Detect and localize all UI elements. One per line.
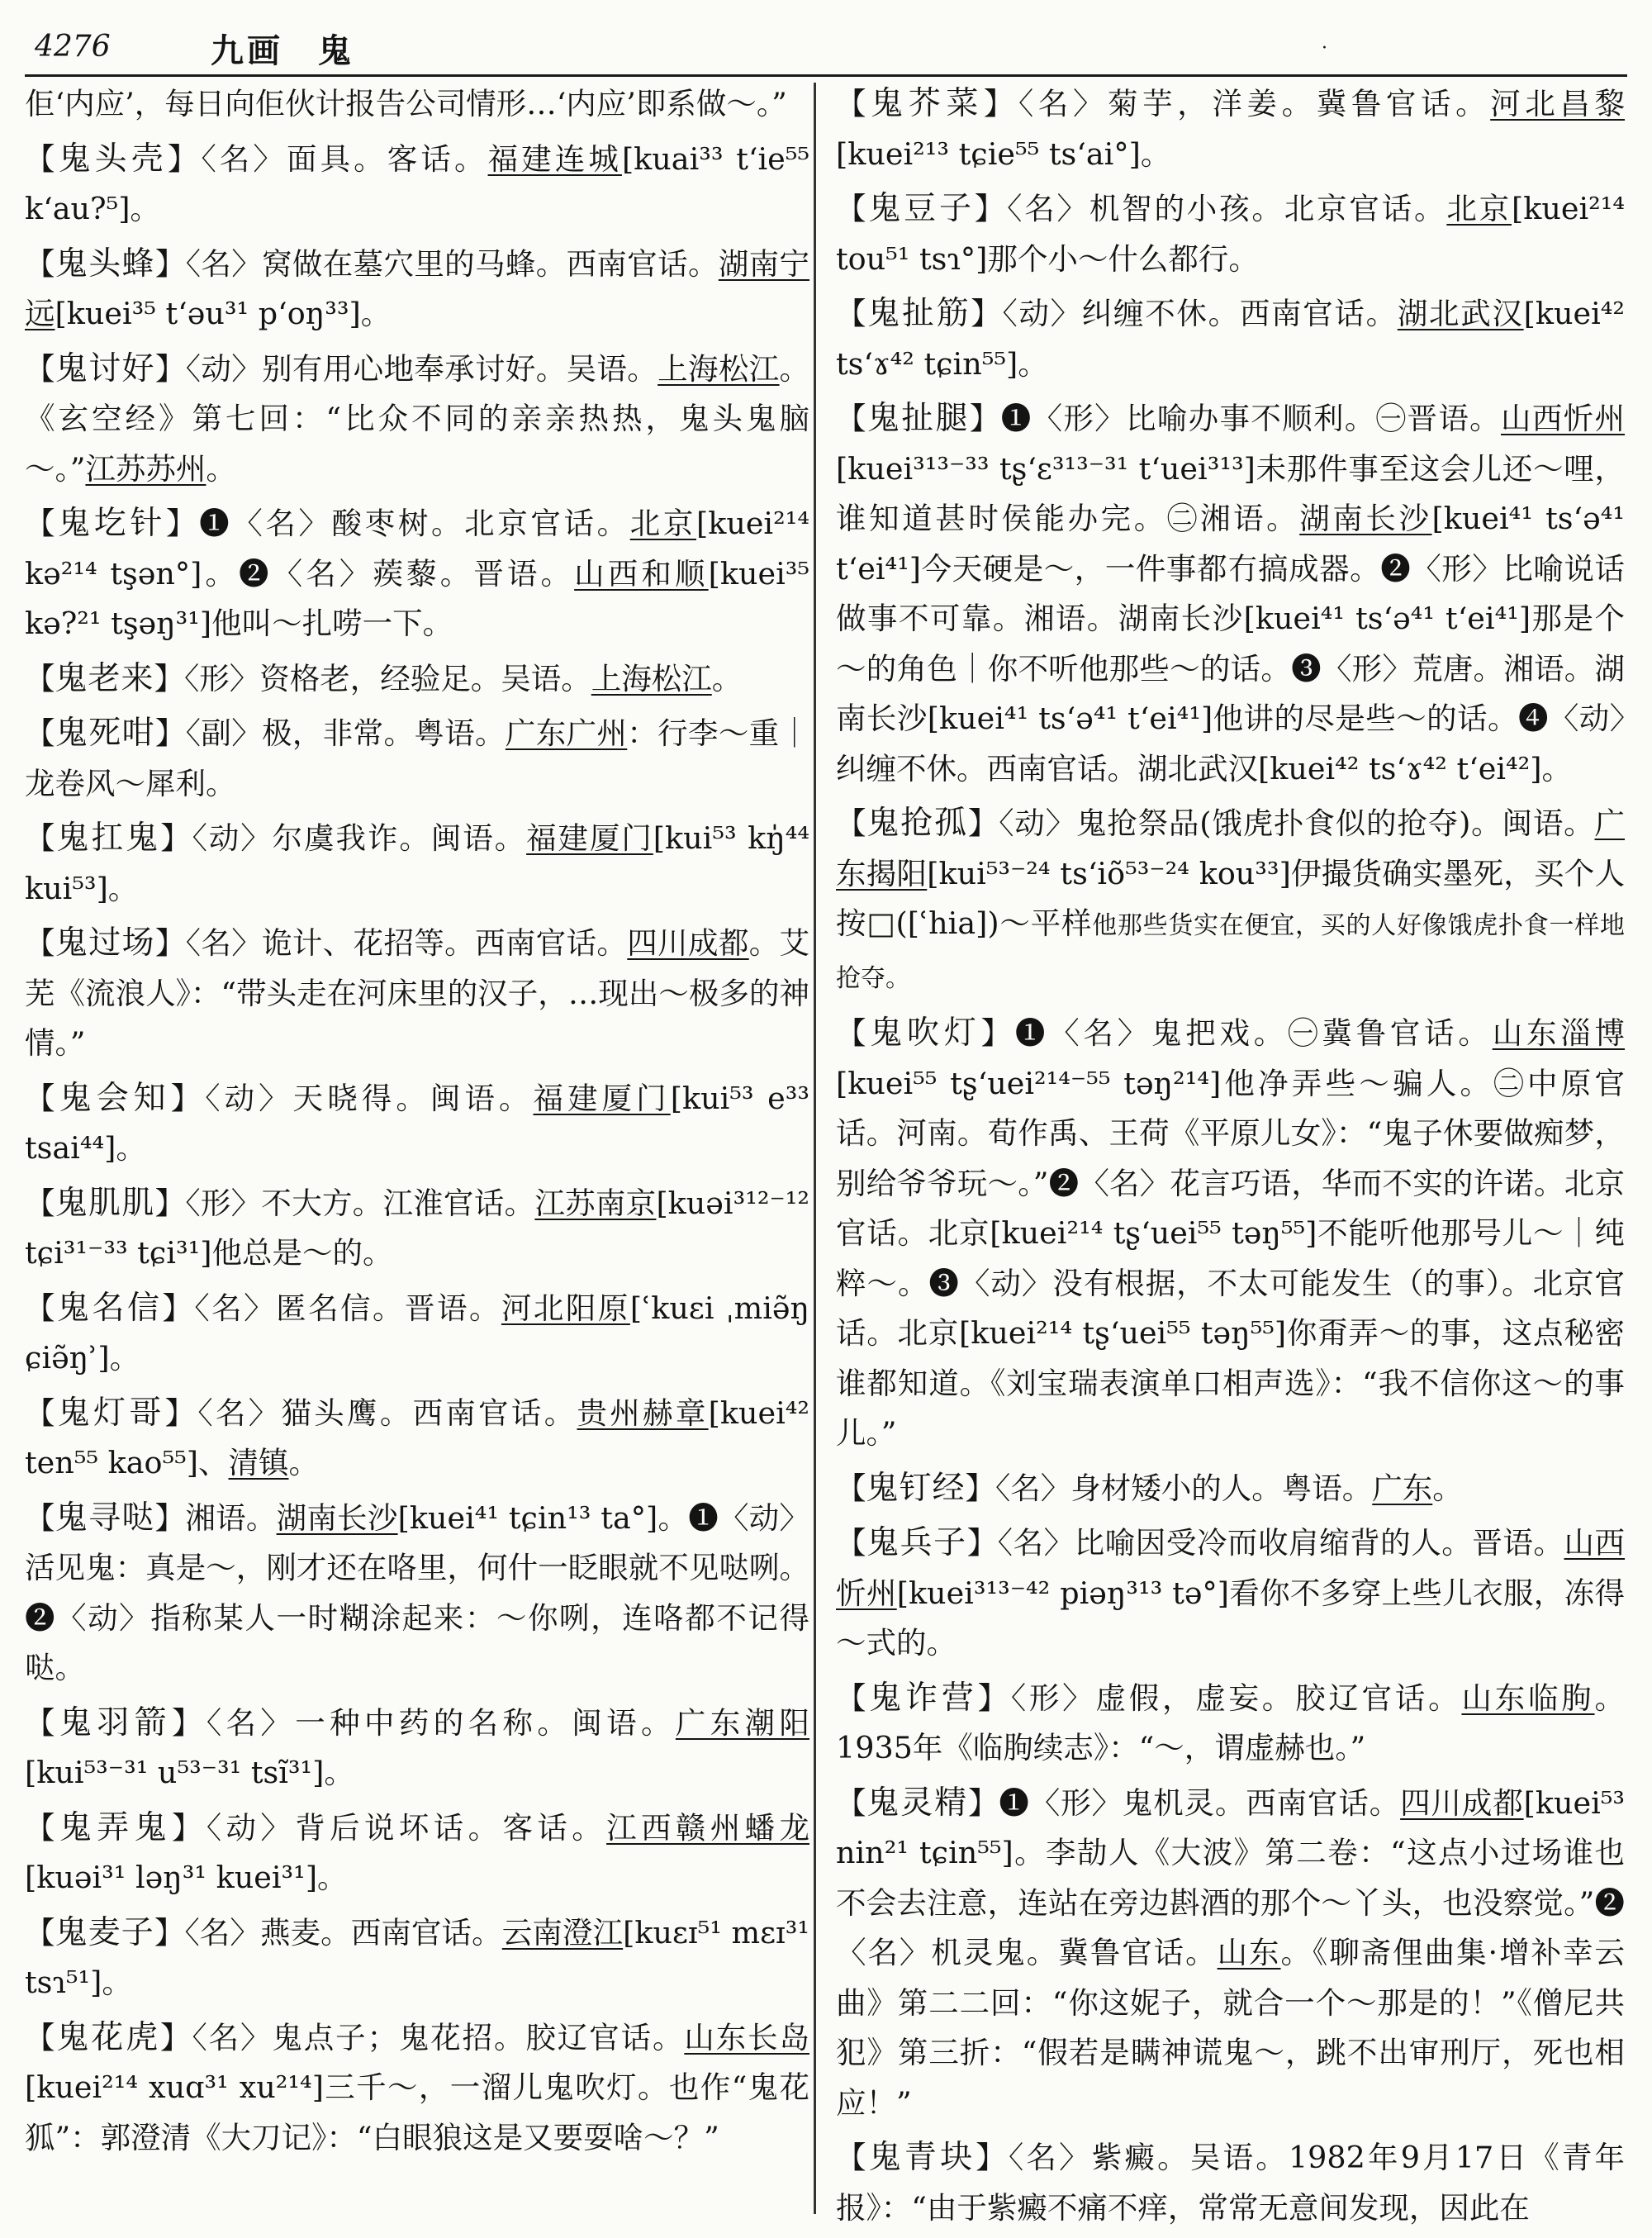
entry-place: 上海松江: [591, 660, 712, 696]
entry-place: 湖南宁远: [25, 245, 810, 331]
dictionary-entry: 【鬼吹灯】❶〈名〉鬼把戏。㊀冀鲁官话。山东淄博[kuei⁵⁵ tʂ‘uei²¹⁴⁻⁵⁵ təŋ²¹⁴]他净弄些～骗人。㊁中原官话。河南。荀作禹、王荷《平原儿女》：“鬼子休要做痴梦，别给爷爷玩～。”❷〈名〉花言巧语，华而不实的许诺。北京官话。北京[kuei²¹⁴ tʂ‘uei⁵⁵ təŋ⁵⁵]不能听他那号儿～｜纯粹～。❸〈动〉没有根据，不太可能发生（的事）。北京官话。北京[kuei²¹⁴ tʂ‘uei⁵⁵ təŋ⁵⁵]你甭弄～的事，这点秘密谁都知道。《刘宝瑞表演单口相声选》：“我不信你这～的事儿。”: [836, 1014, 1626, 1451]
entry-pronunciation: [kuɛɪ⁵¹ mɛɪ³¹ tsɿ⁵¹]。: [25, 1914, 809, 2000]
entry-place: 广东广州: [505, 715, 628, 751]
entry-definition: 〈名〉诡计、花招等。西南官话。: [185, 925, 628, 961]
entry-headword: 鬼扛鬼: [56, 820, 161, 857]
entry-place: 江西赣州蟠龙: [606, 1809, 809, 1846]
entry-headword: 鬼圪针: [58, 505, 166, 542]
dictionary-entry: 【鬼老来】〈形〉资格老，经验足。吴语。上海松江。: [25, 659, 743, 697]
entry-headword: 鬼灵精: [866, 1784, 968, 1822]
dictionary-entry: 【鬼会知】〈动〉天晓得。闽语。福建厦门[kui⁵³ e³³ tsai⁴⁴]。: [25, 1079, 810, 1166]
entry-headword: 鬼青块: [868, 2139, 976, 2176]
dictionary-entry: 【鬼寻哒】湘语。湖南长沙[kuei⁴¹ tɕin¹³ ta°]。❶〈动〉活见鬼：真是～，刚才还在咯里，何什一眨眼就不见哒咧。❷〈动〉指称某人一时糊涂起来：～你咧，连咯都不记得哒。: [25, 1499, 810, 1685]
entry-pronunciation: 。1935年《临朐续志》：“～，谓虚赫也。”: [836, 1680, 1626, 1765]
page-header: [25, 8, 1627, 77]
entry-definition: ❶〈名〉酸枣树。北京官话。: [199, 506, 630, 541]
entry-place: 四川成都: [627, 925, 749, 961]
entry-definition: 〈名〉匿名信。晋语。: [194, 1290, 501, 1326]
entry-pronunciation: [kuei³¹³⁻³³ tʂ‘ɛ³¹³⁻³¹ t‘uei³¹³]未那件事至这会儿还～哩，谁知道甚时侯能办完。㊁湘语。: [836, 450, 1625, 536]
dictionary-entry: 【鬼过场】〈名〉诡计、花招等。西南官话。四川成都。艾芜《流浪人》：“带头走在河床里的汉子，…现出～极多的神情。”: [25, 924, 810, 1061]
entry-definition: 〈副〉极，非常。粤语。: [185, 715, 506, 751]
dictionary-entry: 【鬼肌肌】〈形〉不大方。江淮官话。江苏南京[kuəi³¹²⁻¹² tɕi³¹⁻³³ tɕi³¹]他总是～的。: [25, 1184, 810, 1271]
entry-definition: 〈名〉燕麦。西南官话。: [184, 1914, 502, 1951]
dictionary-entry: 【鬼抢孤】〈动〉鬼抢祭品(饿虎扑食似的抢夺)。闽语。广东揭阳[kui⁵³⁻²⁴ ts‘iõ⁵³⁻²⁴ kou³³]伊撮货确实墨死，买个人按□([ʿhia])～平样他那些货实在便宜，买的人好像饿虎扑食一样地抢夺。: [836, 805, 1626, 993]
entry-headword: 鬼抢孤: [866, 805, 968, 842]
header-dot: ·: [1322, 38, 1327, 59]
entry-text: [kuei³⁵ kə?²¹ tşəŋ³¹]他叫～扎唠一下。: [25, 555, 810, 641]
entry-place: 山西忻州: [1501, 401, 1626, 436]
entry-place: 上海松江: [657, 350, 780, 387]
entry-headword: 鬼芥菜: [871, 85, 984, 122]
entry-place: 湖南长沙: [276, 1499, 398, 1536]
entry-place: 福建厦门: [526, 820, 653, 856]
entry-definition: 〈动〉尔虞我诈。闽语。: [192, 820, 527, 856]
section-character: 鬼: [318, 31, 351, 70]
entry-definition: ❶〈形〉比喻办事不顺利。㊀晋语。: [1000, 401, 1502, 436]
entry-place: 河北昌黎: [1490, 86, 1626, 121]
entry-definition: 〈动〉纠缠不休。西南官话。: [1002, 296, 1398, 331]
entry-headword: 鬼头蜂: [55, 245, 155, 283]
entry-definition: 〈名〉身材矮小的人。粤语。: [995, 1470, 1373, 1506]
entry-pronunciation: [kui⁵³⁻³¹ u⁵³⁻³¹ tsĩ³¹]。: [25, 1755, 354, 1790]
entry-headword: 鬼弄鬼: [59, 1808, 172, 1846]
entry-definition: ❶〈形〉鬼机灵。西南官话。: [999, 1784, 1401, 1821]
entry-pronunciation: 。: [711, 660, 743, 696]
dictionary-entry: 【鬼灵精】❶〈形〉鬼机灵。西南官话。四川成都[kuei⁵³ nin²¹ tɕin⁵⁵]。李劼人《大波》第二卷：“这点小过场谁也不会去注意，连站在旁边斟酒的那个～丫头，也没察觉。”❷〈名〉机灵鬼。冀鲁官话。山东。《聊斋俚曲集·增补幸云曲》第二二回：“你这妮子，就合一个～那是的！”《僧尼共犯》第三折：“假若是瞒神谎鬼～，跳不出审刑厅，死也相应！”: [836, 1784, 1626, 2121]
column-divider: [814, 83, 816, 2214]
entry-headword: 鬼钉经: [866, 1469, 966, 1507]
entry-text: 。: [206, 450, 236, 487]
entry-definition: 〈形〉不大方。江淮官话。: [185, 1185, 535, 1221]
entry-definition: 〈名〉面具。客话。: [201, 140, 488, 177]
entry-pronunciation: [kuei²¹⁴ tou⁵¹ tsɿ°]那个小～什么都行。: [836, 191, 1626, 277]
entry-definition: 〈形〉虚假，虚妄。胶辽官话。: [1010, 1680, 1462, 1716]
entry-place: 四川成都: [1400, 1784, 1524, 1821]
dictionary-entry: 【鬼死咁】〈副〉极，非常。粤语。广东广州：行李～重｜龙卷风～犀利。: [25, 715, 810, 801]
dictionary-entry: 【鬼诈营】〈形〉虚假，虚妄。胶辽官话。山东临朐。1935年《临朐续志》：“～，谓虚赫也。”: [836, 1679, 1626, 1765]
entry-pronunciation: 。: [1432, 1470, 1463, 1506]
entry-text: 。《聊斋俚曲集·增补幸云曲》第二二回：“你这妮子，就合一个～那是的！”《僧尼共犯》第三折：“假若是瞒神谎鬼～，跳不出审刑厅，死也相应！”: [836, 1935, 1626, 2121]
entry-text: 佢‘内应’，每日向佢伙计报告公司情形…‘内应’即系做～。”: [25, 86, 787, 121]
left-column: [25, 79, 809, 2168]
section-title: 九画: [211, 31, 283, 70]
entry-text: [kuei⁴¹ ts‘ə⁴¹ t‘ei⁴¹]今天硬是～，一件事都冇搞成器。❷〈形〉比喻说话做事不可靠。湘语。湖南长沙[kuei⁴¹ ts‘ə⁴¹ t‘ei⁴¹]那是个～的角色｜你不听他那些～的话。❸〈形〉荒唐。湘语。湖南长沙[kuei⁴¹ ts‘ə⁴¹ t‘ei⁴¹]他讲的尽是些～的话。❹〈动〉纠缠不休。西南官话。湖北武汉[kuei⁴² ts‘ɤ⁴² t‘ei⁴²]。: [836, 501, 1626, 786]
right-column: [836, 79, 1625, 2238]
entry-pronunciation: [kuei²¹³ tɕie⁵⁵ ts‘ai°]。: [836, 135, 1171, 172]
entry-pronunciation: [kuei⁴² ts‘ɤ⁴² tɕin⁵⁵]。: [836, 296, 1626, 382]
entry-pronunciation: 。《玄空经》第七回：“比众不同的亲亲热热，鬼头鬼脑～。”: [25, 350, 810, 487]
entry-place: 清镇: [228, 1445, 289, 1480]
entry-pronunciation: [ʿkuɛi ˌmiə̃ŋ ɕiə̃ŋʾ]。: [25, 1290, 810, 1376]
dictionary-entry: 【鬼芥菜】〈名〉菊芋，洋姜。冀鲁官话。河北昌黎[kuei²¹³ tɕie⁵⁵ ts‘ai°]。: [836, 85, 1626, 172]
entry-pronunciation: 。艾芜《流浪人》：“带头走在河床里的汉子，…现出～极多的神情。”: [25, 925, 810, 1061]
entry-definition: 〈形〉资格老，经验足。吴语。: [184, 660, 591, 696]
dictionary-entry: 【鬼头蜂】〈名〉窝做在墓穴里的马蜂。西南官话。湖南宁远[kuei³⁵ t‘əu³¹ p‘oŋ³³]。: [25, 245, 810, 331]
entry-place: 山东淄博: [1492, 1015, 1626, 1051]
entry-pronunciation: [kui⁵³ kŋ̍⁴⁴ kui⁵³]。: [25, 820, 810, 906]
entry-text: 。: [288, 1445, 319, 1480]
entry-definition: 〈动〉天晓得。闽语。: [205, 1080, 534, 1116]
entry-pronunciation: ：行李～重｜龙卷风～犀利。: [25, 715, 810, 801]
entry-headword: 鬼灯哥: [57, 1394, 165, 1432]
entry-headword: 鬼扯腿: [866, 400, 970, 437]
entry-pronunciation: [kuai³³ t‘ie⁵⁵ k‘au?⁵]。: [25, 140, 810, 226]
entry-place: 山东临朐: [1461, 1680, 1595, 1716]
entry-headword: 鬼会知: [59, 1079, 171, 1117]
entry-pronunciation: [kuei²¹⁴ xuɑ³¹ xu²¹⁴]三千～，一溜儿鬼吹灯。也作“鬼花狐”：郭澄清《大刀记》：“白眼狼这是又要耍啥～？”: [25, 2069, 809, 2155]
entry-headword: 鬼兵子: [866, 1524, 967, 1561]
entry-pronunciation: [kuei²¹⁴ kə²¹⁴ tşən°]。❷〈名〉蒺藜。晋语。: [25, 506, 810, 592]
entry-definition: 〈名〉一种中药的名称。闽语。: [206, 1704, 676, 1741]
entry-place: 山东: [1217, 1935, 1281, 1970]
entry-place: 云南澄江: [501, 1914, 624, 1951]
entry-continuation: [25, 79, 809, 130]
entry-place: 贵州赫章: [577, 1395, 709, 1431]
entry-headword: 鬼死咁: [55, 715, 155, 752]
dictionary-entry: 【鬼名信】〈名〉匿名信。晋语。河北阳原[ʿkuɛi ˌmiə̃ŋ ɕiə̃ŋʾ]。: [25, 1289, 810, 1376]
entry-definition: 〈名〉比喻因受冷而收肩缩背的人。晋语。: [997, 1525, 1564, 1561]
entry-pronunciation: [kuei³¹³⁻⁴² piəŋ³¹³ tə°]看你不多穿上些儿衣服，冻得～式的。: [836, 1575, 1625, 1661]
entry-definition: 〈名〉窝做在墓穴里的马蜂。西南官话。: [185, 245, 719, 282]
entry-place: 河北阳原: [501, 1290, 630, 1326]
entry-definition: 〈动〉别有用心地奉承讨好。吴语。: [185, 350, 658, 387]
entry-headword: 鬼吹灯: [870, 1014, 981, 1052]
entry-definition: 〈名〉菊芋，洋姜。冀鲁官话。: [1018, 86, 1491, 121]
entry-headword: 鬼过场: [55, 924, 155, 962]
entry-definition: 〈动〉背后说坏话。客话。: [206, 1809, 607, 1846]
entry-pronunciation: [kuəi³¹ ləŋ³¹ kuei³¹]。: [25, 1860, 348, 1895]
entry-place: 湖北武汉: [1397, 296, 1524, 331]
entry-headword: 鬼肌肌: [55, 1184, 155, 1222]
entry-definition: 〈名〉猫头鹰。西南官话。: [197, 1395, 577, 1431]
entry-place: 广东: [1372, 1470, 1433, 1506]
dictionary-entry: 【鬼灯哥】〈名〉猫头鹰。西南官话。贵州赫章[kuei⁴² ten⁵⁵ kao⁵⁵]、清镇。: [25, 1394, 810, 1480]
entry-headword: 鬼羽箭: [59, 1703, 172, 1741]
dictionary-entry: 【鬼钉经】〈名〉身材矮小的人。粤语。广东。: [836, 1469, 1463, 1507]
dictionary-entry: 【鬼麦子】〈名〉燕麦。西南官话。云南澄江[kuɛɪ⁵¹ mɛɪ³¹ tsɿ⁵¹]。: [25, 1913, 809, 2000]
entry-place: 湖南长沙: [1299, 501, 1432, 536]
dictionary-entry: 【鬼讨好】〈动〉别有用心地奉承讨好。吴语。上海松江。《玄空经》第七回：“比众不同的亲亲热热，鬼头鬼脑～。”江苏苏州。: [25, 349, 810, 487]
entry-place: 福建厦门: [533, 1080, 671, 1116]
dictionary-entry: 【鬼扛鬼】〈动〉尔虞我诈。闽语。福建厦门[kui⁵³ kŋ̍⁴⁴ kui⁵³]。: [25, 820, 810, 906]
entry-pronunciation: [kuəi³¹²⁻¹² tɕi³¹⁻³³ tɕi³¹]他总是～的。: [25, 1185, 810, 1271]
entry-place: 山西忻州: [836, 1525, 1626, 1611]
entry-place: 江苏南京: [534, 1185, 657, 1221]
dictionary-entry: 【鬼兵子】〈名〉比喻因受冷而收肩缩背的人。晋语。山西忻州[kuei³¹³⁻⁴² piəŋ³¹³ tə°]看你不多穿上些儿衣服，冻得～式的。: [836, 1524, 1626, 1661]
dictionary-entry: 【鬼扯腿】❶〈形〉比喻办事不顺利。㊀晋语。山西忻州[kuei³¹³⁻³³ tʂ‘ɛ³¹³⁻³¹ t‘uei³¹³]未那件事至这会儿还～哩，谁知道甚时侯能办完。㊁湘语。湖南长沙[kuei⁴¹ ts‘ə⁴¹ t‘ei⁴¹]今天硬是～，一件事都冇搞成器。❷〈形〉比喻说话做事不可靠。湘语。湖南长沙[kuei⁴¹ ts‘ə⁴¹ t‘ei⁴¹]那是个～的角色｜你不听他那些～的话。❸〈形〉荒唐。湘语。湖南长沙[kuei⁴¹ ts‘ə⁴¹ t‘ei⁴¹]他讲的尽是些～的话。❹〈动〉纠缠不休。西南官话。湖北武汉[kuei⁴² ts‘ɤ⁴² t‘ei⁴²]。: [836, 400, 1626, 786]
entry-place: 福建连城: [487, 140, 622, 177]
entry-definition: 湘语。: [185, 1499, 277, 1536]
entry-place: 北京: [629, 506, 696, 541]
dictionary-entry: 【鬼圪针】❶〈名〉酸枣树。北京官话。北京[kuei²¹⁴ kə²¹⁴ tşən°]。❷〈名〉蒺藜。晋语。山西和顺[kuei³⁵ kə?²¹ tşəŋ³¹]他叫～扎唠一下。: [25, 505, 810, 641]
entry-pronunciation: [kuei⁴² ten⁵⁵ kao⁵⁵]、: [25, 1395, 810, 1480]
entry-headword: 鬼头壳: [58, 140, 168, 178]
entry-headword: 鬼扯筋: [867, 295, 971, 332]
dictionary-entry: 【鬼扯筋】〈动〉纠缠不休。西南官话。湖北武汉[kuei⁴² ts‘ɤ⁴² tɕin⁵⁵]。: [836, 295, 1626, 382]
entry-place: 江苏苏州: [85, 450, 206, 487]
entry-headword: 鬼老来: [55, 659, 154, 697]
dictionary-entry: 【鬼花虎】〈名〉鬼点子；鬼花招。胶辽官话。山东长岛[kuei²¹⁴ xuɑ³¹ xu²¹⁴]三千～，一溜儿鬼吹灯。也作“鬼花狐”：郭澄清《大刀记》：“白眼狼这是又要耍啥～？”: [25, 2018, 809, 2155]
entry-place: 山东长岛: [684, 2019, 809, 2055]
entry-definition: 〈动〉鬼抢祭品(饿虎扑食似的抢夺)。闽语。: [999, 805, 1595, 841]
entry-pronunciation: [kuei⁵³ nin²¹ tɕin⁵⁵]。李劼人《大波》第二卷：“这点小过场谁也不会去注意，连站在旁边斟酒的那个～丫头，也没察觉。”❷〈名〉机灵鬼。冀鲁官话。: [836, 1784, 1626, 1970]
entry-pronunciation: [kuei⁴¹ tɕin¹³ ta°]。❶〈动〉活见鬼：真是～，刚才还在咯里，何什一眨眼就不见哒咧。❷〈动〉指称某人一时糊涂起来：～你咧，连咯都不记得哒。: [25, 1499, 810, 1685]
entry-place: 广东揭阳: [836, 805, 1626, 891]
entry-gloss: 他那些货实在便宜，买的人好像饿虎扑食一样地抢夺。: [836, 911, 1625, 993]
entry-definition: 〈名〉紫癜。吴语。1982年9月17日《青年报》：“由于紫癜不痛不痒，常常无意间发现，因此在: [836, 2140, 1626, 2226]
page-number: 4276: [35, 30, 111, 64]
entry-pronunciation: [kui⁵³ e³³ tsai⁴⁴]。: [25, 1080, 810, 1166]
entry-pronunciation: [kuei³⁵ t‘əu³¹ p‘oŋ³³]。: [55, 296, 392, 331]
dictionary-entry: 【鬼头壳】〈名〉面具。客话。福建连城[kuai³³ t‘ie⁵⁵ k‘au?⁵]。: [25, 140, 810, 226]
entry-definition: 〈名〉机智的小孩。北京官话。: [1007, 191, 1447, 226]
entry-headword: 鬼讨好: [55, 349, 155, 387]
entry-headword: 鬼诈营: [869, 1679, 978, 1717]
dictionary-entry: 【鬼羽箭】〈名〉一种中药的名称。闽语。广东潮阳[kui⁵³⁻³¹ u⁵³⁻³¹ tsĩ³¹]。: [25, 1703, 809, 1790]
entry-place: 山西和顺: [574, 555, 709, 592]
entry-headword: 鬼花虎: [56, 2018, 161, 2056]
entry-headword: 鬼寻哒: [55, 1499, 155, 1537]
entry-place: 北京: [1446, 191, 1512, 226]
dictionary-entry: 【鬼青块】〈名〉紫癜。吴语。1982年9月17日《青年报》：“由于紫癜不痛不痒，常常无意间发现，因此在: [836, 2139, 1626, 2226]
entry-pronunciation: [kuei⁵⁵ tʂ‘uei²¹⁴⁻⁵⁵ təŋ²¹⁴]他净弄些～骗人。㊁中原官话。河南。荀作禹、王荷《平原儿女》：“鬼子休要做痴梦，别给爷爷玩～。”❷〈名〉花言巧语，华而不实的许诺。北京官话。北京[kuei²¹⁴ tʂ‘uei⁵⁵ təŋ⁵⁵]不能听他那号儿～｜纯粹～。❸〈动〉没有根据，不太可能发生（的事）。北京官话。北京[kuei²¹⁴ tʂ‘uei⁵⁵ təŋ⁵⁵]你甭弄～的事，这点秘密谁都知道。《刘宝瑞表演单口相声选》：“我不信你这～的事儿。”: [836, 1065, 1625, 1451]
entry-definition: 〈名〉鬼点子；鬼花招。胶辽官话。: [192, 2019, 685, 2055]
entry-headword: 鬼豆子: [868, 190, 975, 227]
entry-definition: ❶〈名〉鬼把戏。㊀冀鲁官话。: [1014, 1015, 1493, 1051]
entry-pronunciation: [kui⁵³⁻²⁴ ts‘iõ⁵³⁻²⁴ kou³³]伊撮货确实墨死，买个人按□([ʿhia])～平样: [836, 855, 1625, 941]
dictionary-entry: 【鬼弄鬼】〈动〉背后说坏话。客话。江西赣州蟠龙[kuəi³¹ ləŋ³¹ kuei³¹]。: [25, 1808, 809, 1895]
entry-headword: 鬼名信: [56, 1289, 163, 1327]
entry-place: 广东潮阳: [675, 1704, 809, 1741]
entry-headword: 鬼麦子: [55, 1913, 154, 1951]
dictionary-entry: 【鬼豆子】〈名〉机智的小孩。北京官话。北京[kuei²¹⁴ tou⁵¹ tsɿ°]那个小～什么都行。: [836, 190, 1626, 277]
